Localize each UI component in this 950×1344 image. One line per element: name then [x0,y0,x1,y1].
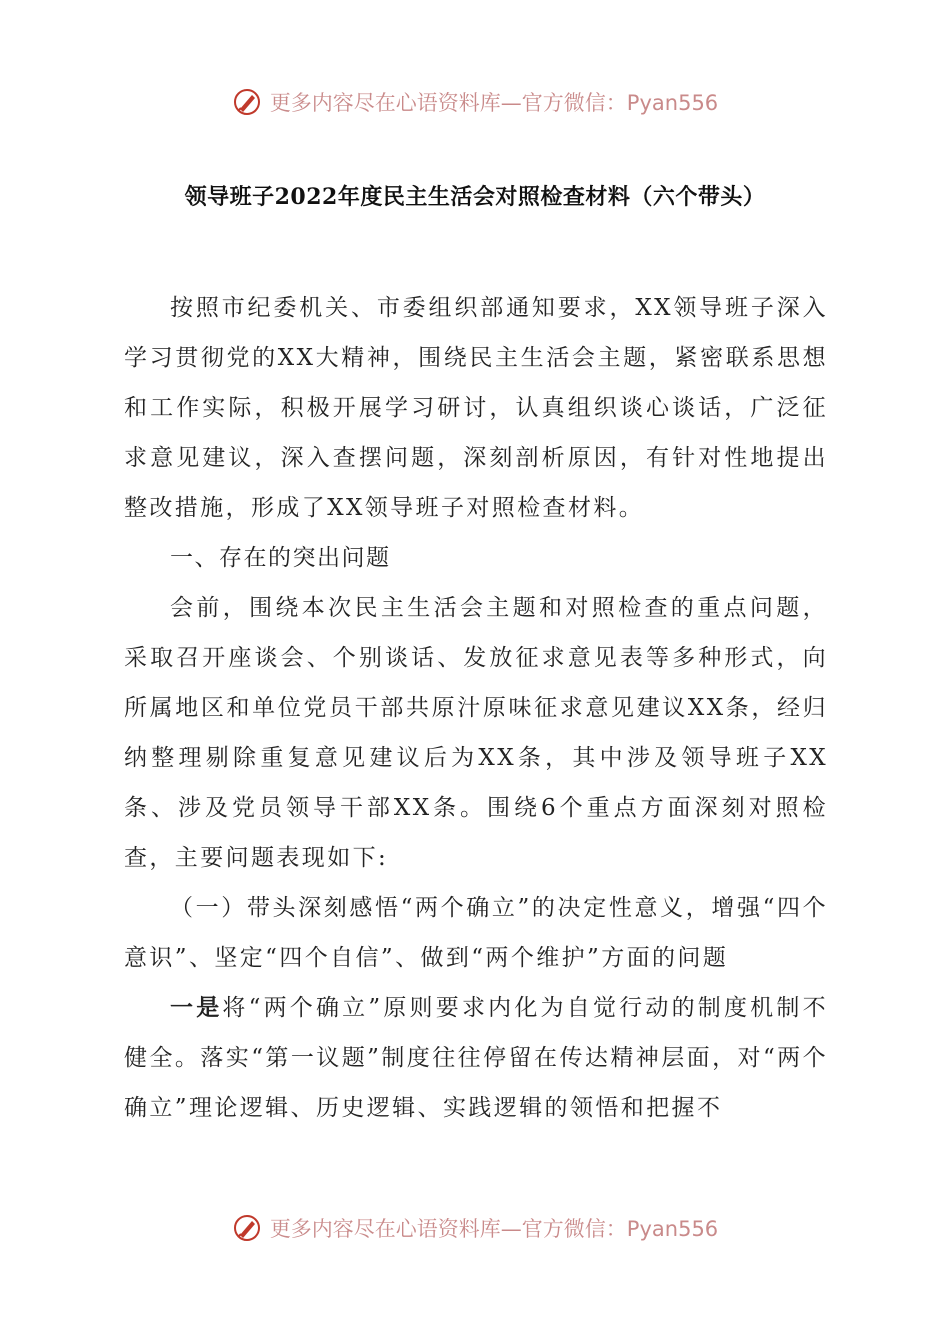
point-lead: 一是 [170,995,223,1021]
document-title: 领导班子2022年度民主生活会对照检查材料（六个带头） [184,184,766,210]
pen-logo-icon [232,1213,262,1243]
subsection-heading: （一）带头深刻感悟“两个确立”的决定性意义，增强“四个意识”、坚定“四个自信”、做到“两个维护”方面的问题 [124,895,828,971]
watermark-text: 更多内容尽在心语资料库—官方微信：Pyan556 [269,91,719,115]
document-body [124,283,828,1133]
pen-logo-icon [232,87,262,117]
watermark-footer [0,1208,950,1248]
watermark-text: 更多内容尽在心语资料库—官方微信：Pyan556 [269,1217,719,1241]
point-paragraph [124,983,828,1133]
point-text: 将“两个确立”原则要求内化为自觉行动的制度机制不健全。落实“第一议题”制度往往停留在传达精神层面，对“两个确立”理论逻辑、历史逻辑、实践逻辑的领悟和把握不 [124,995,828,1121]
section-paragraph: 会前，围绕本次民主生活会主题和对照检查的重点问题，采取召开座谈会、个别谈话、发放征求意见表等多种形式，向所属地区和单位党员干部共原汁原味征求意见建议XX条，经归纳整理剔除重复意见建议后为XX条，其中涉及领导班子XX条、涉及党员领导干部XX条。围绕6个重点方面深刻对照检查，主要问题表现如下: [124,595,828,871]
watermark-header [0,82,950,122]
section-heading: 一、存在的突出问题 [170,545,391,571]
intro-paragraph: 按照市纪委机关、市委组织部通知要求，XX领导班子深入学习贯彻党的XX大精神，围绕民主生活会主题，紧密联系思想和工作实际，积极开展学习研讨，认真组织谈心谈话，广泛征求意见建议，深入查摆问题，深刻剖析原因，有针对性地提出整改措施，形成了XX领导班子对照检查材料。 [124,295,828,521]
